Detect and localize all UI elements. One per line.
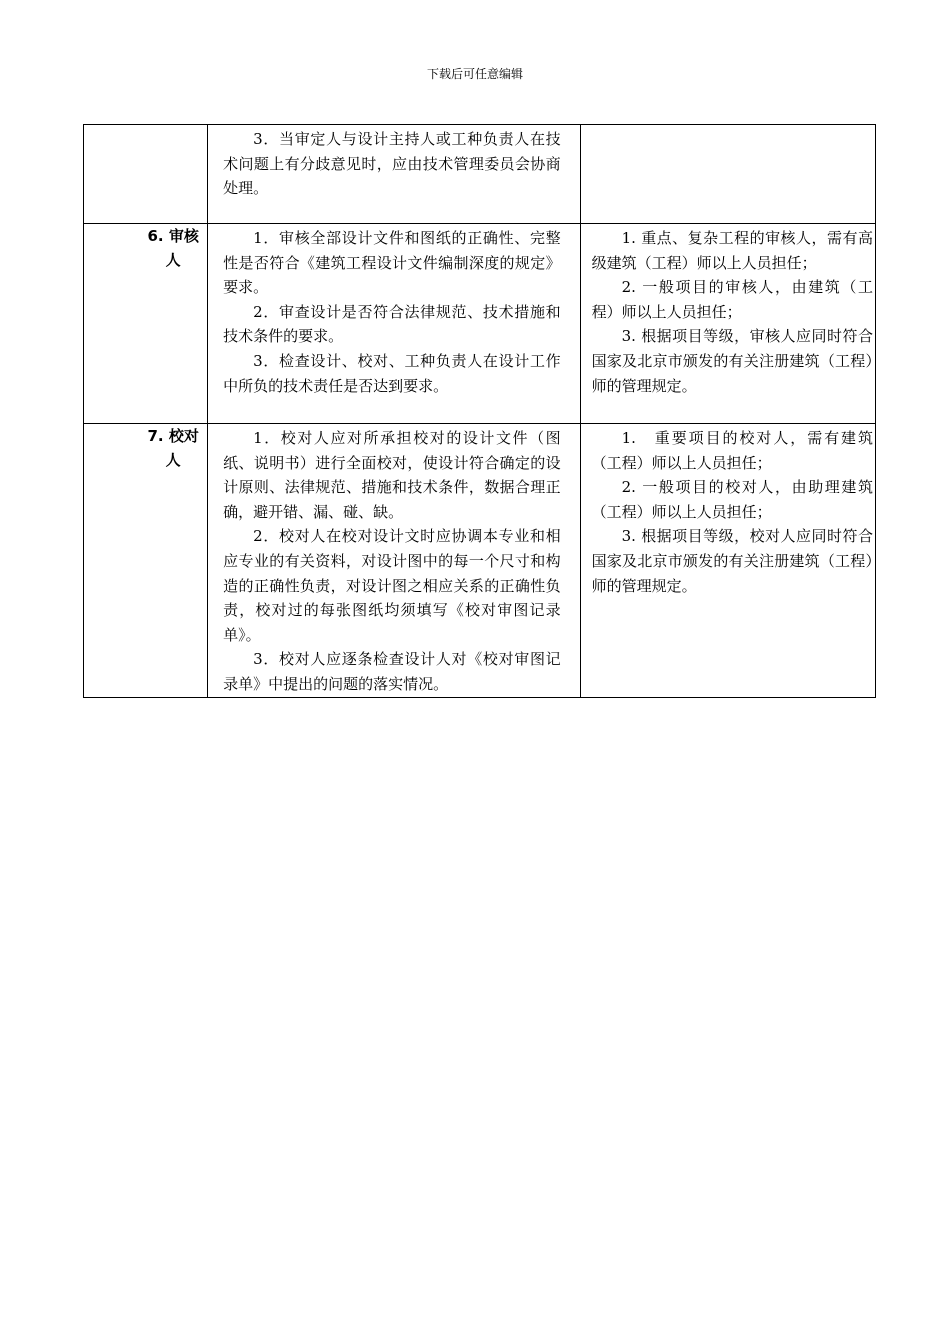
- role-cell: [84, 125, 208, 224]
- duty-item: 2．审查设计是否符合法律规范、技术措施和技术条件的要求。: [223, 302, 561, 346]
- role-label: 7. 校对人: [147, 427, 199, 469]
- duty-item: 3．检查设计、校对、工种负责人在设计工作中所负的技术责任是否达到要求。: [223, 351, 561, 395]
- table-row: [84, 224, 876, 424]
- requirement-item: 2. 一般项目的校对人，由助理建筑（工程）师以上人员担任；: [591, 478, 873, 521]
- page-header-note: 下载后可任意编辑: [426, 67, 523, 81]
- duty-item: 1．审核全部设计文件和图纸的正确性、完整性是否符合《建筑工程设计文件编制深度的规定》要求。: [223, 229, 561, 297]
- table-row: [84, 424, 876, 698]
- duty-item: 3．当审定人与设计主持人或工种负责人在技术问题上有分歧意见时，应由技术管理委员会协商处理。: [223, 130, 561, 198]
- requirements-cell: [580, 125, 875, 224]
- role-cell: [84, 224, 208, 424]
- duties-cell: [208, 424, 580, 698]
- requirements-cell: [580, 424, 875, 698]
- requirement-item: 3. 根据项目等级，校对人应同时符合国家及北京市颁发的有关注册建筑（工程）师的管理规定。: [591, 527, 873, 595]
- duties-cell: [208, 125, 580, 224]
- duties-cell: [208, 224, 580, 424]
- requirement-item: 1. 重点、复杂工程的审核人，需有高级建筑（工程）师以上人员担任；: [591, 229, 873, 272]
- role-cell: [84, 424, 208, 698]
- role-label: 6. 审核人: [147, 227, 199, 269]
- responsibility-table: [83, 124, 876, 698]
- requirement-item: 2. 一般项目的审核人，由建筑（工程）师以上人员担任；: [591, 278, 873, 321]
- duty-item: 3．校对人应逐条检查设计人对《校对审图记录单》中提出的问题的落实情况。: [223, 650, 561, 693]
- table-row: [84, 125, 876, 224]
- requirement-item: 3. 根据项目等级，审核人应同时符合国家及北京市颁发的有关注册建筑（工程）师的管理规定。: [591, 327, 873, 395]
- duty-item: 1．校对人应对所承担校对的设计文件（图纸、说明书）进行全面校对，使设计符合确定的设计原则、法律规范、措施和技术条件，数据合理正确，避开错、漏、碰、缺。: [223, 429, 561, 521]
- duty-item: 2．校对人在校对设计文时应协调本专业和相应专业的有关资料，对设计图中的每一个尺寸和构造的正确性负责，对设计图之相应关系的正确性负责，校对过的每张图纸均须填写《校对审图记录单》。: [223, 527, 561, 644]
- requirement-item: 1. 重要项目的校对人，需有建筑（工程）师以上人员担任；: [591, 429, 873, 472]
- requirements-cell: [580, 224, 875, 424]
